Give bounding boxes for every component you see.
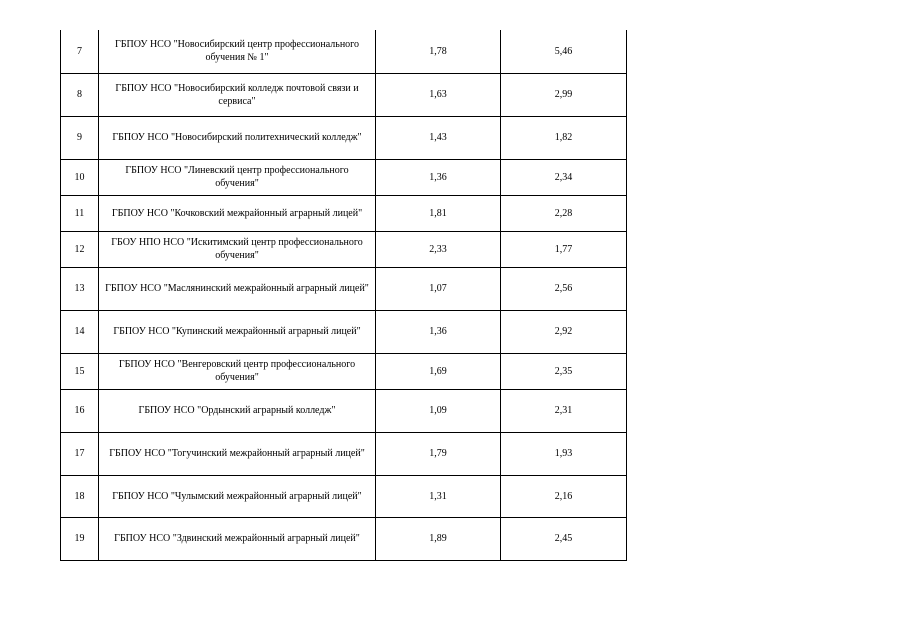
row-number: 10	[61, 159, 99, 195]
institution-name: ГБПОУ НСО "Маслянинский межрайонный аграрный лицей"	[99, 267, 376, 310]
row-number: 14	[61, 310, 99, 353]
table-row	[61, 475, 627, 517]
value-2: 2,28	[501, 195, 627, 231]
institution-name: ГБПОУ НСО "Чулымский межрайонный аграрный лицей"	[99, 475, 376, 517]
institution-name: ГБПОУ НСО "Купинский межрайонный аграрный лицей"	[99, 310, 376, 353]
row-number: 12	[61, 231, 99, 267]
institution-name: ГБОУ НПО НСО "Искитимский центр профессионального обучения"	[99, 231, 376, 267]
value-2: 2,16	[501, 475, 627, 517]
value-2: 2,31	[501, 389, 627, 432]
value-1: 2,33	[376, 231, 501, 267]
row-number: 11	[61, 195, 99, 231]
institution-name: ГБПОУ НСО "Новосибирский колледж почтовой связи и сервиса"	[99, 73, 376, 116]
value-1: 1,31	[376, 475, 501, 517]
value-1: 1,78	[376, 30, 501, 73]
value-1: 1,81	[376, 195, 501, 231]
value-2: 2,99	[501, 73, 627, 116]
value-2: 2,56	[501, 267, 627, 310]
value-1: 1,09	[376, 389, 501, 432]
data-table	[60, 30, 627, 561]
institution-name: ГБПОУ НСО "Венгеровский центр профессионального обучения"	[99, 353, 376, 389]
value-2: 1,82	[501, 116, 627, 159]
row-number: 13	[61, 267, 99, 310]
table-row	[61, 195, 627, 231]
value-1: 1,07	[376, 267, 501, 310]
row-number: 17	[61, 432, 99, 475]
institution-name: ГБПОУ НСО "Линевский центр профессионального обучения"	[99, 159, 376, 195]
table-row	[61, 389, 627, 432]
table-row	[61, 310, 627, 353]
table-row	[61, 231, 627, 267]
row-number: 18	[61, 475, 99, 517]
value-1: 1,36	[376, 310, 501, 353]
value-2: 2,92	[501, 310, 627, 353]
row-number: 7	[61, 30, 99, 73]
table-row	[61, 432, 627, 475]
table-row	[61, 353, 627, 389]
institution-name: ГБПОУ НСО "Ордынский аграрный колледж"	[99, 389, 376, 432]
value-1: 1,36	[376, 159, 501, 195]
institution-name: ГБПОУ НСО "Здвинский межрайонный аграрный лицей"	[99, 517, 376, 560]
table-row	[61, 116, 627, 159]
table-row	[61, 517, 627, 560]
institution-name: ГБПОУ НСО "Тогучинский межрайонный аграрный лицей"	[99, 432, 376, 475]
row-number: 16	[61, 389, 99, 432]
row-number: 8	[61, 73, 99, 116]
value-1: 1,43	[376, 116, 501, 159]
row-number: 15	[61, 353, 99, 389]
institution-name: ГБПОУ НСО "Новосибирский политехнический колледж"	[99, 116, 376, 159]
table-row	[61, 73, 627, 116]
value-2: 1,77	[501, 231, 627, 267]
table-row	[61, 159, 627, 195]
table-row	[61, 267, 627, 310]
table-row	[61, 30, 627, 73]
value-1: 1,69	[376, 353, 501, 389]
value-1: 1,63	[376, 73, 501, 116]
value-2: 2,34	[501, 159, 627, 195]
institution-name: ГБПОУ НСО "Кочковский межрайонный аграрный лицей"	[99, 195, 376, 231]
value-1: 1,89	[376, 517, 501, 560]
value-2: 2,35	[501, 353, 627, 389]
value-1: 1,79	[376, 432, 501, 475]
row-number: 9	[61, 116, 99, 159]
row-number: 19	[61, 517, 99, 560]
value-2: 5,46	[501, 30, 627, 73]
value-2: 2,45	[501, 517, 627, 560]
value-2: 1,93	[501, 432, 627, 475]
institution-name: ГБПОУ НСО "Новосибирский центр профессионального обучения № 1"	[99, 30, 376, 73]
